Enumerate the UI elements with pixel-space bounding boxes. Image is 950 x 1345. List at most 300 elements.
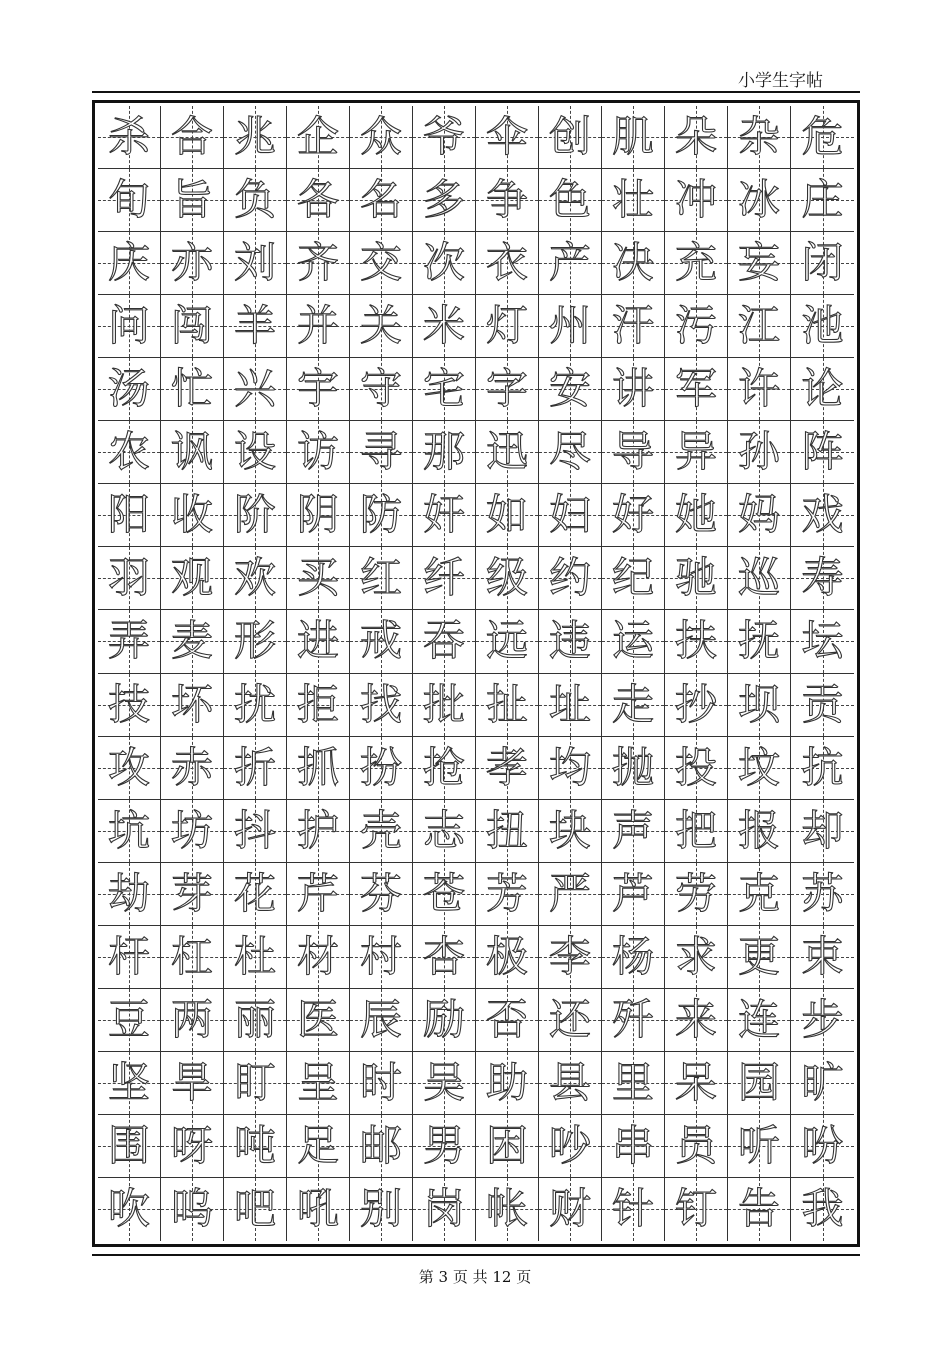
grid-cell	[476, 674, 539, 737]
grid-cell	[287, 926, 350, 989]
practice-character: 名	[359, 175, 402, 225]
grid-cell	[476, 295, 539, 358]
practice-character: 防	[359, 490, 402, 540]
grid-cell	[665, 1178, 728, 1241]
grid-cell	[161, 863, 224, 926]
grid-cell	[161, 232, 224, 295]
practice-character: 关	[359, 301, 402, 351]
grid-cell	[665, 863, 728, 926]
practice-character: 苏	[801, 868, 844, 918]
grid-cell	[413, 1178, 476, 1241]
practice-character: 负	[233, 175, 276, 225]
practice-character: 如	[485, 490, 528, 540]
grid-cell	[665, 106, 728, 169]
practice-character: 贡	[801, 679, 844, 729]
practice-character: 址	[548, 679, 591, 729]
grid-cell	[728, 358, 791, 421]
practice-character: 她	[674, 490, 717, 540]
grid-cell	[602, 926, 665, 989]
practice-character: 呀	[170, 1120, 213, 1170]
practice-character: 步	[801, 994, 844, 1044]
grid-cell	[728, 926, 791, 989]
grid-cell	[98, 547, 161, 610]
practice-character: 交	[359, 238, 402, 288]
grid-cell	[539, 547, 602, 610]
grid-cell	[413, 674, 476, 737]
grid-cell	[602, 295, 665, 358]
practice-character: 阴	[296, 490, 339, 540]
practice-character: 尽	[548, 427, 591, 477]
grid-cell	[350, 358, 413, 421]
grid-cell	[791, 547, 854, 610]
practice-character: 冲	[674, 175, 717, 225]
grid-cell	[602, 989, 665, 1052]
practice-character: 壮	[611, 175, 654, 225]
practice-character: 劳	[674, 868, 717, 918]
practice-character: 扰	[233, 679, 276, 729]
grid-cell	[350, 800, 413, 863]
practice-character: 吹	[107, 1184, 150, 1234]
grid-cell	[539, 421, 602, 484]
grid-cell	[98, 863, 161, 926]
grid-cell	[98, 989, 161, 1052]
grid-cell	[161, 421, 224, 484]
grid-cell	[539, 358, 602, 421]
practice-character: 观	[170, 553, 213, 603]
grid-cell	[728, 800, 791, 863]
practice-character: 创	[548, 112, 591, 162]
practice-character: 奸	[422, 490, 465, 540]
grid-cell	[224, 484, 287, 547]
practice-character: 医	[296, 994, 339, 1044]
practice-character: 企	[296, 112, 339, 162]
practice-character: 我	[801, 1184, 844, 1234]
grid-cell	[665, 295, 728, 358]
practice-character: 讲	[611, 364, 654, 414]
practice-character: 吩	[801, 1120, 844, 1170]
practice-character: 连	[737, 994, 780, 1044]
grid-cell	[602, 1178, 665, 1241]
practice-character: 芽	[170, 868, 213, 918]
grid-cell	[287, 1178, 350, 1241]
grid-cell	[287, 737, 350, 800]
practice-character: 芦	[611, 868, 654, 918]
practice-character: 扯	[485, 679, 528, 729]
practice-character: 芬	[359, 868, 402, 918]
grid-cell	[539, 610, 602, 673]
practice-character: 好	[611, 490, 654, 540]
practice-character: 抚	[737, 616, 780, 666]
practice-character: 问	[107, 301, 150, 351]
practice-character: 克	[737, 868, 780, 918]
grid-cell	[413, 737, 476, 800]
grid-cell	[224, 800, 287, 863]
practice-character: 违	[548, 616, 591, 666]
grid-cell	[602, 800, 665, 863]
grid-cell	[791, 358, 854, 421]
practice-character: 设	[233, 427, 276, 477]
grid-cell	[665, 1115, 728, 1178]
practice-character: 盯	[233, 1057, 276, 1107]
practice-character: 约	[548, 553, 591, 603]
practice-character: 弄	[107, 616, 150, 666]
practice-character: 齐	[296, 238, 339, 288]
grid-cell	[728, 232, 791, 295]
grid-cell	[602, 484, 665, 547]
practice-character: 县	[548, 1057, 591, 1107]
grid-cell	[728, 421, 791, 484]
practice-character: 朵	[674, 112, 717, 162]
grid-cell	[287, 484, 350, 547]
grid-cell	[287, 547, 350, 610]
grid-cell	[224, 610, 287, 673]
grid-cell	[791, 989, 854, 1052]
practice-character: 各	[296, 175, 339, 225]
grid-cell	[476, 547, 539, 610]
practice-character: 论	[801, 364, 844, 414]
grid-cell	[350, 863, 413, 926]
grid-cell	[539, 800, 602, 863]
practice-character: 扮	[359, 742, 402, 792]
practice-character: 均	[548, 742, 591, 792]
grid-cell	[98, 169, 161, 232]
grid-cell	[287, 989, 350, 1052]
practice-character: 里	[611, 1057, 654, 1107]
grid-cell	[287, 232, 350, 295]
grid-cell	[98, 674, 161, 737]
practice-character: 军	[674, 364, 717, 414]
practice-character: 财	[548, 1184, 591, 1234]
grid-cell	[476, 1115, 539, 1178]
grid-cell	[161, 106, 224, 169]
page-header-title: 小学生字帖	[738, 71, 823, 91]
practice-character: 坊	[170, 805, 213, 855]
practice-character: 污	[674, 301, 717, 351]
grid-cell	[602, 1115, 665, 1178]
practice-character: 孝	[485, 742, 528, 792]
grid-cell	[224, 737, 287, 800]
grid-cell	[350, 547, 413, 610]
practice-character: 园	[737, 1057, 780, 1107]
grid-cell	[791, 737, 854, 800]
practice-character: 红	[359, 553, 402, 603]
grid-cell	[350, 106, 413, 169]
practice-character: 众	[359, 112, 402, 162]
practice-character: 劫	[107, 868, 150, 918]
practice-character: 旷	[801, 1057, 844, 1107]
practice-character: 抗	[801, 742, 844, 792]
practice-character: 李	[548, 931, 591, 981]
grid-cell	[602, 547, 665, 610]
grid-cell	[728, 169, 791, 232]
practice-character: 歼	[611, 994, 654, 1044]
grid-cell	[350, 295, 413, 358]
practice-character: 走	[611, 679, 654, 729]
practice-character: 州	[548, 301, 591, 351]
grid-cell	[728, 610, 791, 673]
grid-cell	[476, 169, 539, 232]
practice-character: 赤	[170, 742, 213, 792]
grid-cell	[224, 547, 287, 610]
practice-character: 投	[674, 742, 717, 792]
grid-cell	[665, 674, 728, 737]
grid-cell	[665, 169, 728, 232]
practice-character: 杜	[233, 931, 276, 981]
grid-cell	[665, 547, 728, 610]
practice-character: 芹	[296, 868, 339, 918]
grid-cell	[98, 484, 161, 547]
grid-cell	[350, 989, 413, 1052]
grid-cell	[665, 800, 728, 863]
grid-cell	[413, 295, 476, 358]
practice-character: 时	[359, 1057, 402, 1107]
practice-character: 旱	[170, 1057, 213, 1107]
grid-cell	[665, 421, 728, 484]
practice-character: 丽	[233, 994, 276, 1044]
grid-cell	[413, 484, 476, 547]
grid-cell	[476, 106, 539, 169]
grid-cell	[350, 674, 413, 737]
practice-character: 戒	[359, 616, 402, 666]
practice-character: 材	[296, 931, 339, 981]
practice-character: 邮	[359, 1120, 402, 1170]
grid-cell	[476, 800, 539, 863]
grid-cell	[791, 169, 854, 232]
grid-cell	[98, 232, 161, 295]
grid-cell	[350, 1178, 413, 1241]
grid-cell	[665, 989, 728, 1052]
grid-cell	[413, 106, 476, 169]
practice-character: 折	[233, 742, 276, 792]
practice-character: 运	[611, 616, 654, 666]
practice-character: 员	[674, 1120, 717, 1170]
practice-character: 块	[548, 805, 591, 855]
practice-character: 护	[296, 805, 339, 855]
practice-character: 来	[674, 994, 717, 1044]
practice-character: 呜	[170, 1184, 213, 1234]
practice-character: 衣	[485, 238, 528, 288]
grid-cell	[539, 232, 602, 295]
practice-character: 安	[548, 364, 591, 414]
grid-cell	[413, 169, 476, 232]
grid-cell	[287, 674, 350, 737]
grid-cell	[413, 358, 476, 421]
practice-character: 迅	[485, 427, 528, 477]
grid-cell	[539, 1178, 602, 1241]
practice-character: 两	[170, 994, 213, 1044]
grid-cell	[728, 295, 791, 358]
grid-cell	[539, 295, 602, 358]
grid-cell	[728, 737, 791, 800]
practice-character: 闯	[170, 301, 213, 351]
practice-character: 戏	[801, 490, 844, 540]
grid-cell	[350, 610, 413, 673]
practice-character: 产	[548, 238, 591, 288]
practice-character: 还	[548, 994, 591, 1044]
practice-character: 吞	[422, 616, 465, 666]
practice-character: 坑	[107, 805, 150, 855]
grid-cell	[161, 989, 224, 1052]
practice-character: 告	[737, 1184, 780, 1234]
grid-cell	[791, 926, 854, 989]
practice-character: 进	[296, 616, 339, 666]
grid-cell	[161, 484, 224, 547]
grid-cell	[791, 863, 854, 926]
grid-cell	[287, 1115, 350, 1178]
grid-cell	[224, 1115, 287, 1178]
grid-cell	[98, 106, 161, 169]
grid-cell	[791, 1115, 854, 1178]
grid-cell	[602, 737, 665, 800]
grid-cell	[350, 1115, 413, 1178]
practice-character: 米	[422, 301, 465, 351]
grid-cell	[665, 737, 728, 800]
grid-cell	[602, 610, 665, 673]
practice-character: 足	[296, 1120, 339, 1170]
practice-character: 抓	[296, 742, 339, 792]
practice-character: 守	[359, 364, 402, 414]
grid-cell	[98, 358, 161, 421]
practice-character: 芳	[485, 868, 528, 918]
grid-cell	[728, 484, 791, 547]
practice-character: 坏	[170, 679, 213, 729]
grid-cell	[161, 169, 224, 232]
grid-cell	[161, 1178, 224, 1241]
practice-grid-frame	[92, 100, 860, 1247]
practice-character: 抖	[233, 805, 276, 855]
practice-character: 否	[485, 994, 528, 1044]
practice-character: 肌	[611, 112, 654, 162]
practice-character: 扭	[485, 805, 528, 855]
grid-cell	[791, 232, 854, 295]
practice-character: 色	[548, 175, 591, 225]
page-number: 第 3 页 共 12 页	[418, 1268, 532, 1286]
practice-character: 困	[485, 1120, 528, 1170]
practice-character: 杀	[107, 112, 150, 162]
practice-grid	[98, 106, 854, 1241]
practice-character: 豆	[107, 994, 150, 1044]
practice-character: 辰	[359, 994, 402, 1044]
grid-cell	[791, 610, 854, 673]
grid-cell	[602, 232, 665, 295]
practice-character: 吵	[548, 1120, 591, 1170]
practice-character: 苍	[422, 868, 465, 918]
grid-cell	[665, 358, 728, 421]
grid-cell	[161, 674, 224, 737]
grid-cell	[602, 1052, 665, 1115]
practice-character: 阵	[801, 427, 844, 477]
practice-character: 讽	[170, 427, 213, 477]
grid-cell	[539, 674, 602, 737]
grid-cell	[224, 295, 287, 358]
practice-character: 束	[801, 931, 844, 981]
grid-cell	[665, 926, 728, 989]
practice-character: 杠	[170, 931, 213, 981]
grid-cell	[602, 421, 665, 484]
practice-character: 壳	[359, 805, 402, 855]
grid-cell	[791, 421, 854, 484]
grid-cell	[224, 1052, 287, 1115]
grid-cell	[665, 1052, 728, 1115]
practice-character: 级	[485, 553, 528, 603]
grid-cell	[539, 106, 602, 169]
practice-character: 灯	[485, 301, 528, 351]
practice-character: 纤	[422, 553, 465, 603]
grid-cell	[413, 610, 476, 673]
practice-character: 寻	[359, 427, 402, 477]
header-rule	[92, 91, 860, 93]
practice-character: 次	[422, 238, 465, 288]
practice-character: 字	[485, 364, 528, 414]
grid-cell	[728, 1052, 791, 1115]
grid-cell	[224, 106, 287, 169]
grid-cell	[476, 989, 539, 1052]
grid-cell	[602, 358, 665, 421]
grid-cell	[791, 295, 854, 358]
grid-cell	[224, 169, 287, 232]
grid-cell	[98, 800, 161, 863]
grid-cell	[287, 800, 350, 863]
practice-character: 针	[611, 1184, 654, 1234]
grid-cell	[476, 1052, 539, 1115]
grid-cell	[98, 926, 161, 989]
practice-character: 极	[485, 931, 528, 981]
practice-character: 宇	[296, 364, 339, 414]
grid-cell	[413, 863, 476, 926]
grid-cell	[539, 1052, 602, 1115]
practice-character: 汗	[611, 301, 654, 351]
grid-cell	[98, 1178, 161, 1241]
grid-cell	[287, 1052, 350, 1115]
grid-cell	[728, 674, 791, 737]
grid-cell	[728, 989, 791, 1052]
practice-character: 妇	[548, 490, 591, 540]
grid-cell	[350, 926, 413, 989]
practice-character: 坟	[737, 742, 780, 792]
grid-cell	[539, 169, 602, 232]
practice-character: 坚	[107, 1057, 150, 1107]
practice-character: 却	[801, 805, 844, 855]
grid-cell	[98, 295, 161, 358]
practice-character: 杂	[737, 112, 780, 162]
practice-character: 妄	[737, 238, 780, 288]
grid-cell	[476, 737, 539, 800]
grid-cell	[791, 484, 854, 547]
grid-cell	[350, 421, 413, 484]
grid-cell	[728, 863, 791, 926]
practice-character: 危	[801, 112, 844, 162]
practice-character: 呈	[296, 1057, 339, 1107]
practice-character: 攻	[107, 742, 150, 792]
grid-cell	[224, 674, 287, 737]
grid-cell	[791, 106, 854, 169]
practice-character: 合	[170, 112, 213, 162]
practice-character: 更	[737, 931, 780, 981]
practice-character: 远	[485, 616, 528, 666]
practice-character: 求	[674, 931, 717, 981]
practice-character: 兆	[233, 112, 276, 162]
practice-character: 报	[737, 805, 780, 855]
grid-cell	[287, 106, 350, 169]
practice-character: 村	[359, 931, 402, 981]
grid-cell	[665, 232, 728, 295]
practice-character: 忙	[170, 364, 213, 414]
grid-cell	[161, 295, 224, 358]
practice-character: 充	[674, 238, 717, 288]
grid-cell	[224, 232, 287, 295]
practice-character: 那	[422, 427, 465, 477]
practice-character: 决	[611, 238, 654, 288]
